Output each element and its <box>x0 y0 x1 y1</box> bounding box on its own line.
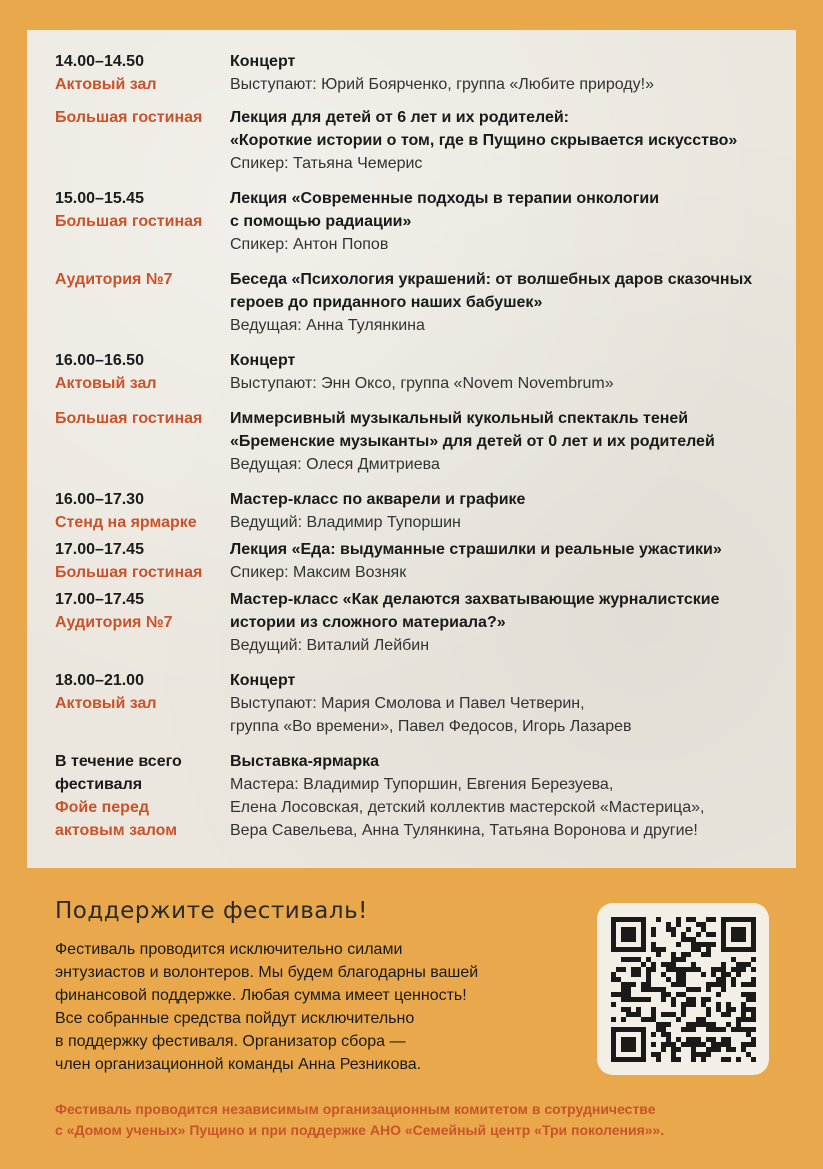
entry-title: Концерт <box>230 53 296 70</box>
support-line: член организационной команды Анна Резникова. <box>55 1056 422 1073</box>
entry-title: истории из сложного материала?» <box>230 614 506 631</box>
entry-venue: Фойе перед <box>55 799 149 816</box>
entry-venue: Актовый зал <box>55 76 157 93</box>
support-section <box>55 898 575 1076</box>
support-line: Все собранные средства пойдут исключительно <box>55 1010 415 1027</box>
entry-venue: Аудитория №7 <box>55 271 173 288</box>
entry-time-venue <box>55 588 230 657</box>
entry-detail: Ведущий: Владимир Тупоршин <box>230 514 461 531</box>
qr-code-graphic <box>597 903 769 1075</box>
entry-time-venue <box>55 268 230 337</box>
schedule-entry <box>55 187 776 256</box>
entry-detail: Вера Савельева, Анна Тулянкина, Татьяна Воронова и другие! <box>230 822 698 839</box>
entry-content <box>230 488 776 534</box>
entry-detail: Выступают: Энн Оксо, группа «Novem Novembrum» <box>230 375 614 392</box>
entry-title: Концерт <box>230 352 296 369</box>
entry-content <box>230 407 776 476</box>
entry-content <box>230 268 776 337</box>
entry-time: 16.00–17.30 <box>55 491 144 508</box>
entry-time-venue <box>55 750 230 842</box>
entry-title: с помощью радиации» <box>230 213 412 230</box>
entry-title: «Бременские музыканты» для детей от 0 лет и их родителей <box>230 433 715 450</box>
entry-time: фестиваля <box>55 776 143 793</box>
entry-time-venue <box>55 488 230 534</box>
entry-content <box>230 588 776 657</box>
entry-detail: Спикер: Антон Попов <box>230 236 389 253</box>
schedule-entry <box>55 50 776 96</box>
entry-time-venue <box>55 187 230 256</box>
entry-time: В течение всего <box>55 753 182 770</box>
schedule-entry <box>55 538 776 584</box>
entry-content <box>230 187 776 256</box>
entry-title: героев до приданного наших бабушек» <box>230 294 543 311</box>
entry-venue: Большая гостиная <box>55 213 203 230</box>
entry-detail: Ведущий: Виталий Лейбин <box>230 637 430 654</box>
schedule-entry <box>55 488 776 534</box>
entry-detail: Спикер: Татьяна Чемерис <box>230 155 423 172</box>
entry-title: «Короткие истории о том, где в Пущино скрывается искусство» <box>230 132 738 149</box>
entry-time-venue <box>55 50 230 96</box>
entry-detail: Ведущая: Олеся Дмитриева <box>230 456 440 473</box>
support-line: в поддержку фестиваля. Организатор сбора — <box>55 1033 406 1050</box>
entry-time: 17.00–17.45 <box>55 591 144 608</box>
entry-detail: Елена Лосовская, детский коллектив мастерской «Мастерица», <box>230 799 705 816</box>
entry-time: 14.00–14.50 <box>55 53 144 70</box>
entry-venue: актовым залом <box>55 822 178 839</box>
entry-venue: Стенд на ярмарке <box>55 514 197 531</box>
footer-line: Фестиваль проводится независимым организационным комитетом в сотрудничестве <box>55 1101 656 1117</box>
entry-title: Беседа «Психология украшений: от волшебных даров сказочных <box>230 271 753 288</box>
entry-detail: Ведущая: Анна Тулянкина <box>230 317 425 334</box>
schedule-entry <box>55 588 776 657</box>
entry-time: 15.00–15.45 <box>55 190 144 207</box>
footer-note <box>55 1099 775 1141</box>
support-line: финансовой поддержке. Любая сумма имеет ценность! <box>55 987 467 1004</box>
entry-time: 17.00–17.45 <box>55 541 144 558</box>
entry-content <box>230 538 776 584</box>
entry-venue: Большая гостиная <box>55 564 203 581</box>
entry-detail: Выступают: Юрий Боярченко, группа «Любите природу!» <box>230 76 654 93</box>
footer-line: с «Домом ученых» Пущино и при поддержке АНО «Семейный центр «Три поколения»». <box>55 1122 665 1138</box>
entry-detail: Спикер: Максим Возняк <box>230 564 407 581</box>
schedule-panel <box>27 30 796 868</box>
support-text <box>55 938 575 1076</box>
support-line: Фестиваль проводится исключительно силами <box>55 941 403 958</box>
support-heading: Поддержите фестиваль! <box>55 898 368 924</box>
schedule-entry <box>55 669 776 738</box>
entry-time-venue <box>55 669 230 738</box>
schedule-entry <box>55 750 776 842</box>
entry-time-venue <box>55 106 230 175</box>
entry-time-venue <box>55 538 230 584</box>
entry-content <box>230 50 776 96</box>
entry-title: Мастер-класс по акварели и графике <box>230 491 526 508</box>
entry-venue: Аудитория №7 <box>55 614 173 631</box>
entry-content <box>230 106 776 175</box>
schedule-entry <box>55 268 776 337</box>
entry-time-venue <box>55 349 230 395</box>
entry-time: 16.00–16.50 <box>55 352 144 369</box>
entry-content <box>230 750 776 842</box>
entry-time: 18.00–21.00 <box>55 672 144 689</box>
entry-title: Лекция «Еда: выдуманные страшилки и реальные ужастики» <box>230 541 722 558</box>
entry-venue: Актовый зал <box>55 375 157 392</box>
entry-venue: Большая гостиная <box>55 109 203 126</box>
entry-detail: Выступают: Мария Смолова и Павел Четверин, <box>230 695 585 712</box>
schedule-entry <box>55 349 776 395</box>
entry-title: Мастер-класс «Как делаются захватывающие журналистские <box>230 591 720 608</box>
entry-detail: Мастера: Владимир Тупоршин, Евгения Березуева, <box>230 776 614 793</box>
entry-content <box>230 669 776 738</box>
entry-venue: Большая гостиная <box>55 410 203 427</box>
entry-detail: группа «Во времени», Павел Федосов, Игорь Лазарев <box>230 718 632 735</box>
support-line: энтузиастов и волонтеров. Мы будем благодарны вашей <box>55 964 479 981</box>
entry-title: Лекция для детей от 6 лет и их родителей: <box>230 109 570 126</box>
schedule-entry <box>55 106 776 175</box>
entry-title: Иммерсивный музыкальный кукольный спектакль теней <box>230 410 689 427</box>
qr-code-icon[interactable] <box>597 903 769 1075</box>
entry-content <box>230 349 776 395</box>
entry-title: Выставка-ярмарка <box>230 753 380 770</box>
entry-time-venue <box>55 407 230 476</box>
entry-title: Концерт <box>230 672 296 689</box>
entry-venue: Актовый зал <box>55 695 157 712</box>
entry-title: Лекция «Современные подходы в терапии онкологии <box>230 190 660 207</box>
schedule-entry <box>55 407 776 476</box>
